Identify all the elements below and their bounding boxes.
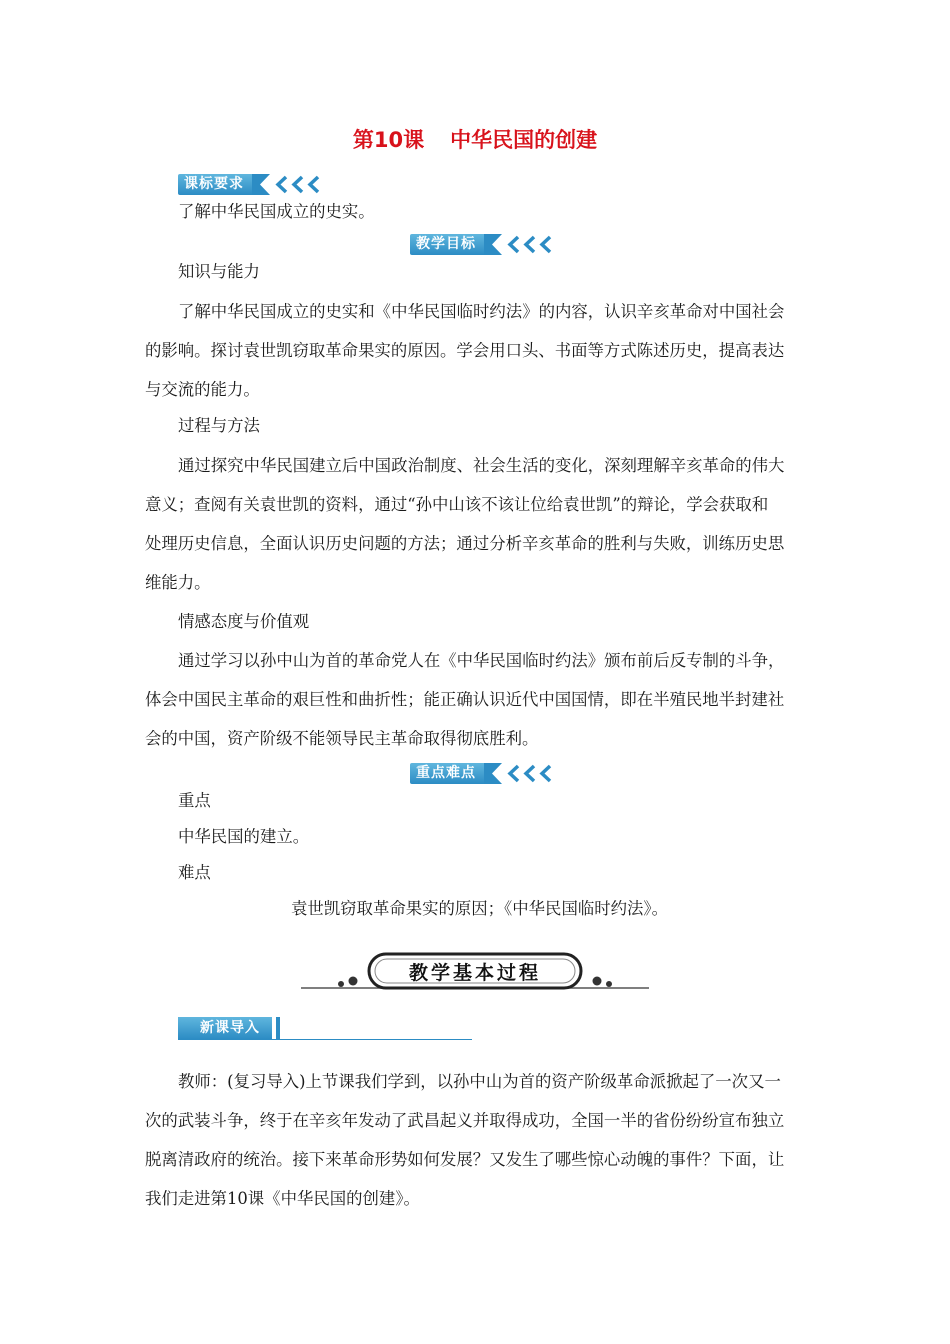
objectives-heading-process: 过程与方法 (178, 416, 260, 435)
chevron-arrows-icon (484, 234, 564, 255)
objectives-p3-line: 通过学习以孙中山为首的革命党人在《中华民国临时约法》颁布前后反专制的斗争， (178, 651, 785, 670)
difficulty-heading: 难点 (178, 863, 211, 882)
objectives-p1-line: 的影响。探讨袁世凯窃取革命果实的原因。学会用口头、书面等方式陈述历史，提高表达 (145, 341, 785, 360)
key-point-text: 中华民国的建立。 (178, 827, 310, 846)
lesson-name: 中华民国的创建 (450, 128, 598, 152)
objectives-heading-knowledge: 知识与能力 (178, 262, 260, 281)
objectives-p2-line: 通过探究中华民国建立后中国政治制度、社会生活的变化，深刻理解辛亥革命的伟大 (178, 456, 785, 475)
banner-standard-label: 课标要求 (178, 174, 254, 195)
objectives-heading-values: 情感态度与价值观 (178, 612, 310, 631)
banner-key-points (410, 763, 564, 784)
key-point-heading: 重点 (178, 791, 211, 810)
objectives-p2-line: 处理历史信息，全面认识历史问题的方法；通过分析辛亥革命的胜利与失败，训练历史思 (145, 534, 785, 553)
standard-text: 了解中华民国成立的史实。 (178, 202, 375, 221)
banner-intro-underline (178, 1039, 472, 1040)
objectives-p2-line: 意义；查阅有关袁世凯的资料，通过“孙中山该不该让位给袁世凯”的辩论，学会获取和 (145, 495, 769, 514)
intro-line: 脱离清政府的统治。接下来革命形势如何发展？又发生了哪些惊心动魄的事件？下面，让 (145, 1150, 785, 1169)
lesson-number: 第10课 (352, 128, 425, 152)
banner-intro-bar (276, 1017, 280, 1039)
intro-line: 教师：(复习导入)上节课我们学到，以孙中山为首的资产阶级革命派掀起了一次又一 (178, 1072, 781, 1091)
objectives-p1-line: 了解中华民国成立的史实和《中华民国临时约法》的内容，认识辛亥革命对中国社会 (178, 302, 785, 321)
banner-intro (178, 1017, 280, 1039)
objectives-p3-line: 体会中国民主革命的艰巨性和曲折性；能正确认识近代中国国情，即在半殖民地半封建社 (145, 690, 785, 709)
difficulty-text: 袁世凯窃取革命果实的原因；《中华民国临时约法》。 (291, 899, 668, 918)
intro-line: 我们走进第10课《中华民国的创建》。 (145, 1189, 420, 1208)
objectives-p2-line: 维能力。 (145, 573, 211, 592)
chevron-arrows-icon (484, 763, 564, 784)
banner-intro-label: 新课导入 (178, 1017, 272, 1039)
intro-line: 次的武装斗争，终于在辛亥年发动了武昌起义并取得成功，全国一半的省份纷纷宣布独立 (145, 1111, 785, 1130)
banner-objectives (410, 234, 564, 255)
banner-objectives-label: 教学目标 (410, 234, 486, 255)
page-title (0, 124, 950, 154)
section-header-process-label: 教学基本过程 (408, 962, 541, 984)
objectives-p3-line: 会的中国，资产阶级不能领导民主革命取得彻底胜利。 (145, 729, 539, 748)
objectives-p1-line: 与交流的能力。 (145, 380, 260, 399)
banner-key-points-label: 重点难点 (410, 763, 486, 784)
